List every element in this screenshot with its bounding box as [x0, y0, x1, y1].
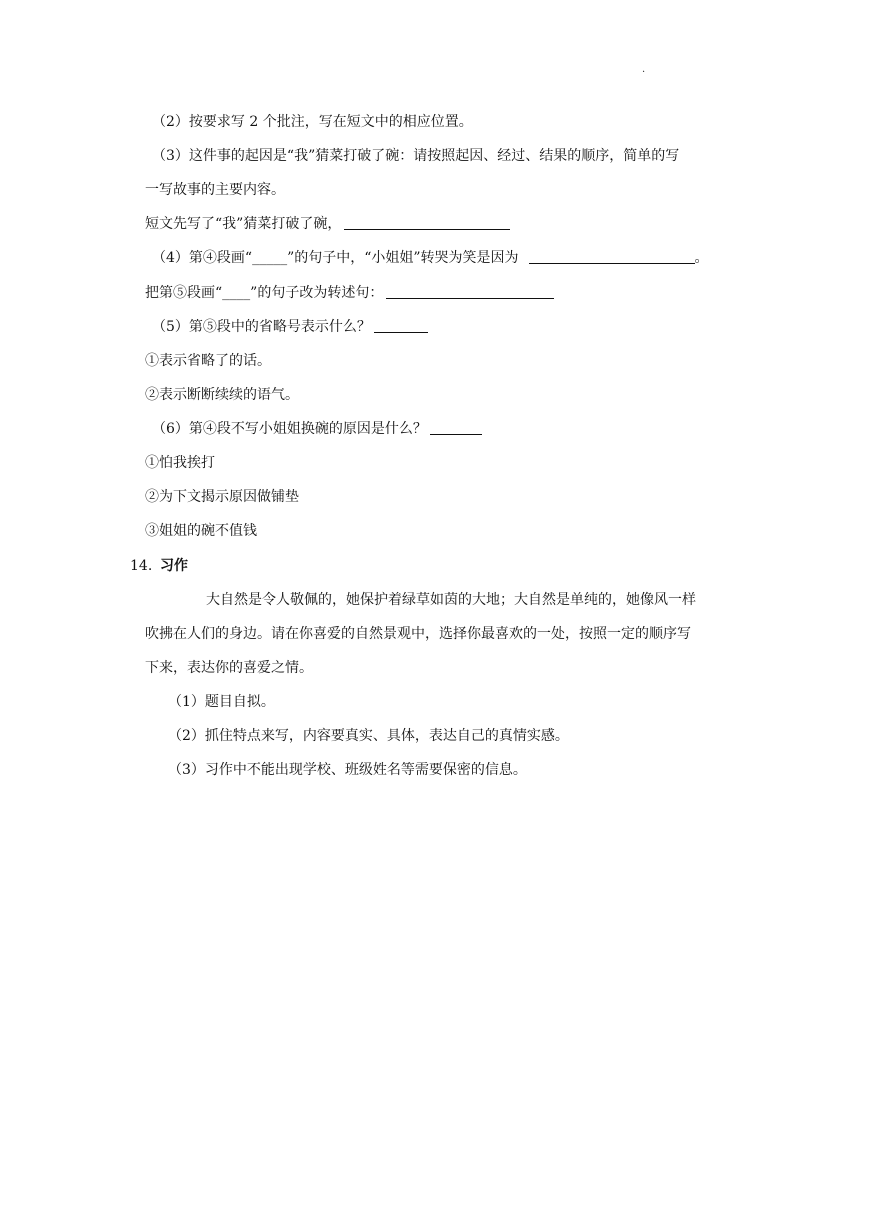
option-5-2: ②表示断断续续的语气。: [145, 387, 299, 403]
option-5-1: ①表示省略了的话。: [145, 353, 271, 369]
sub-question-6: [152, 419, 482, 439]
question-title: 习作: [160, 558, 188, 574]
sub-question-4-line-2: [145, 283, 554, 303]
answer-blank[interactable]: [430, 420, 482, 435]
answer-blank[interactable]: [344, 215, 510, 230]
option-6-2: ②为下文揭示原因做铺垫: [145, 489, 299, 505]
sub-question-4-line-1: [152, 248, 709, 268]
requirement-3: （3）习作中不能出现学校、班级姓名等需要保密的信息。: [168, 762, 527, 778]
sub-question-5-prompt: （5）第⑤段中的省略号表示什么？: [152, 319, 371, 335]
question-14-heading: [130, 556, 188, 576]
sub-question-4-period: 。: [694, 250, 709, 266]
option-6-1: ①怕我挨打: [145, 455, 215, 471]
sub-question-3-line-2: 一写故事的主要内容。: [145, 182, 285, 198]
header-dot: ·: [642, 67, 646, 78]
sub-question-3-answer-line: [145, 214, 510, 234]
answer-blank[interactable]: [529, 249, 695, 264]
requirement-2: （2）抓住特点来写，内容要真实、具体，表达自己的真情实感。: [168, 728, 569, 744]
prompt-paragraph-line-2: 吹拂在人们的身边。请在你喜爱的自然景观中，选择你最喜欢的一处，按照一定的顺序写: [145, 626, 691, 642]
sub-question-5: [152, 317, 428, 337]
sub-question-3-line-1: （3）这件事的起因是“我”猜菜打破了碗：请按照起因、经过、结果的顺序，简单的写: [152, 148, 680, 164]
sub-question-4-rewrite-prompt: 把第⑤段画“____”的句子改为转述句：: [145, 285, 384, 301]
prompt-paragraph-line-3: 下来，表达你的喜爱之情。: [145, 660, 313, 676]
prompt-paragraph-line-1: 大自然是令人敬佩的，她保护着绿草如茵的大地；大自然是单纯的，她像风一样: [206, 592, 696, 608]
sub-question-4-prompt: （4）第④段画“_____”的句子中，“小姐姐”转哭为笑是因为: [152, 250, 519, 266]
sub-question-2: （2）按要求写 2 个批注，写在短文中的相应位置。: [152, 114, 473, 130]
sub-question-6-prompt: （6）第④段不写小姐姐换碗的原因是什么？: [152, 421, 427, 437]
requirement-1: （1）题目自拟。: [168, 694, 275, 710]
answer-blank[interactable]: [374, 318, 428, 333]
option-6-3: ③姐姐的碗不值钱: [145, 523, 257, 539]
question-number: 14.: [130, 558, 153, 574]
answer-blank[interactable]: [386, 284, 554, 299]
sub-question-3-prompt: 短文先写了“我”猜菜打破了碗，: [145, 216, 342, 232]
